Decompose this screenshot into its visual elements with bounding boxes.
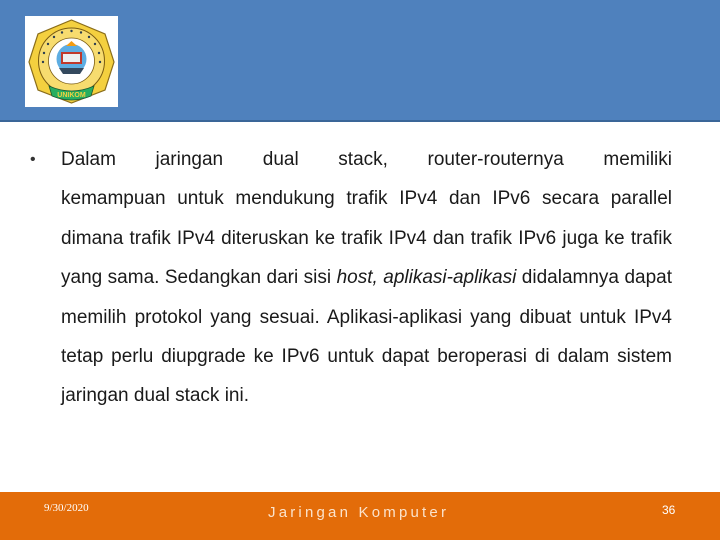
- bullet-icon: •: [30, 151, 36, 168]
- footer-date: 9/30/2020: [44, 502, 89, 514]
- paragraph-first-line: Dalam jaringan dual stack, router-routernya memiliki: [61, 149, 672, 170]
- footer-title: Jaringan Komputer: [268, 504, 450, 521]
- unikom-university-seal-icon: [25, 16, 118, 107]
- university-logo: [25, 16, 118, 107]
- logo-banner-text: UNIKOM: [57, 92, 86, 99]
- paragraph-text-a: kemampuan untuk mendukung trafik IPv4 dan IPv6 secara parallel dimana trafik IPv4 diteruskan ke trafik IPv4 dan trafik IPv6 juga ke trafik yang sama. Sedangkan dari sisi: [61, 188, 672, 289]
- italic-term-host: host,: [336, 267, 378, 289]
- slide-page-number: 36: [662, 503, 676, 517]
- bullet-item: [30, 140, 672, 416]
- slide-header-band: [0, 0, 720, 122]
- body-paragraph: [61, 140, 672, 416]
- paragraph-text-b: didalamnya dapat memilih protokol yang sesuai. Aplikasi-aplikasi yang dibuat untuk IPv4 tetap perlu diupgrade ke IPv6 untuk dapat beroperasi di dalam sistem jaringan dual stack ini.: [61, 267, 672, 407]
- slide-footer-band: [0, 492, 720, 540]
- slide-content: [30, 140, 672, 416]
- italic-term-applications: aplikasi-aplikasi: [383, 267, 517, 289]
